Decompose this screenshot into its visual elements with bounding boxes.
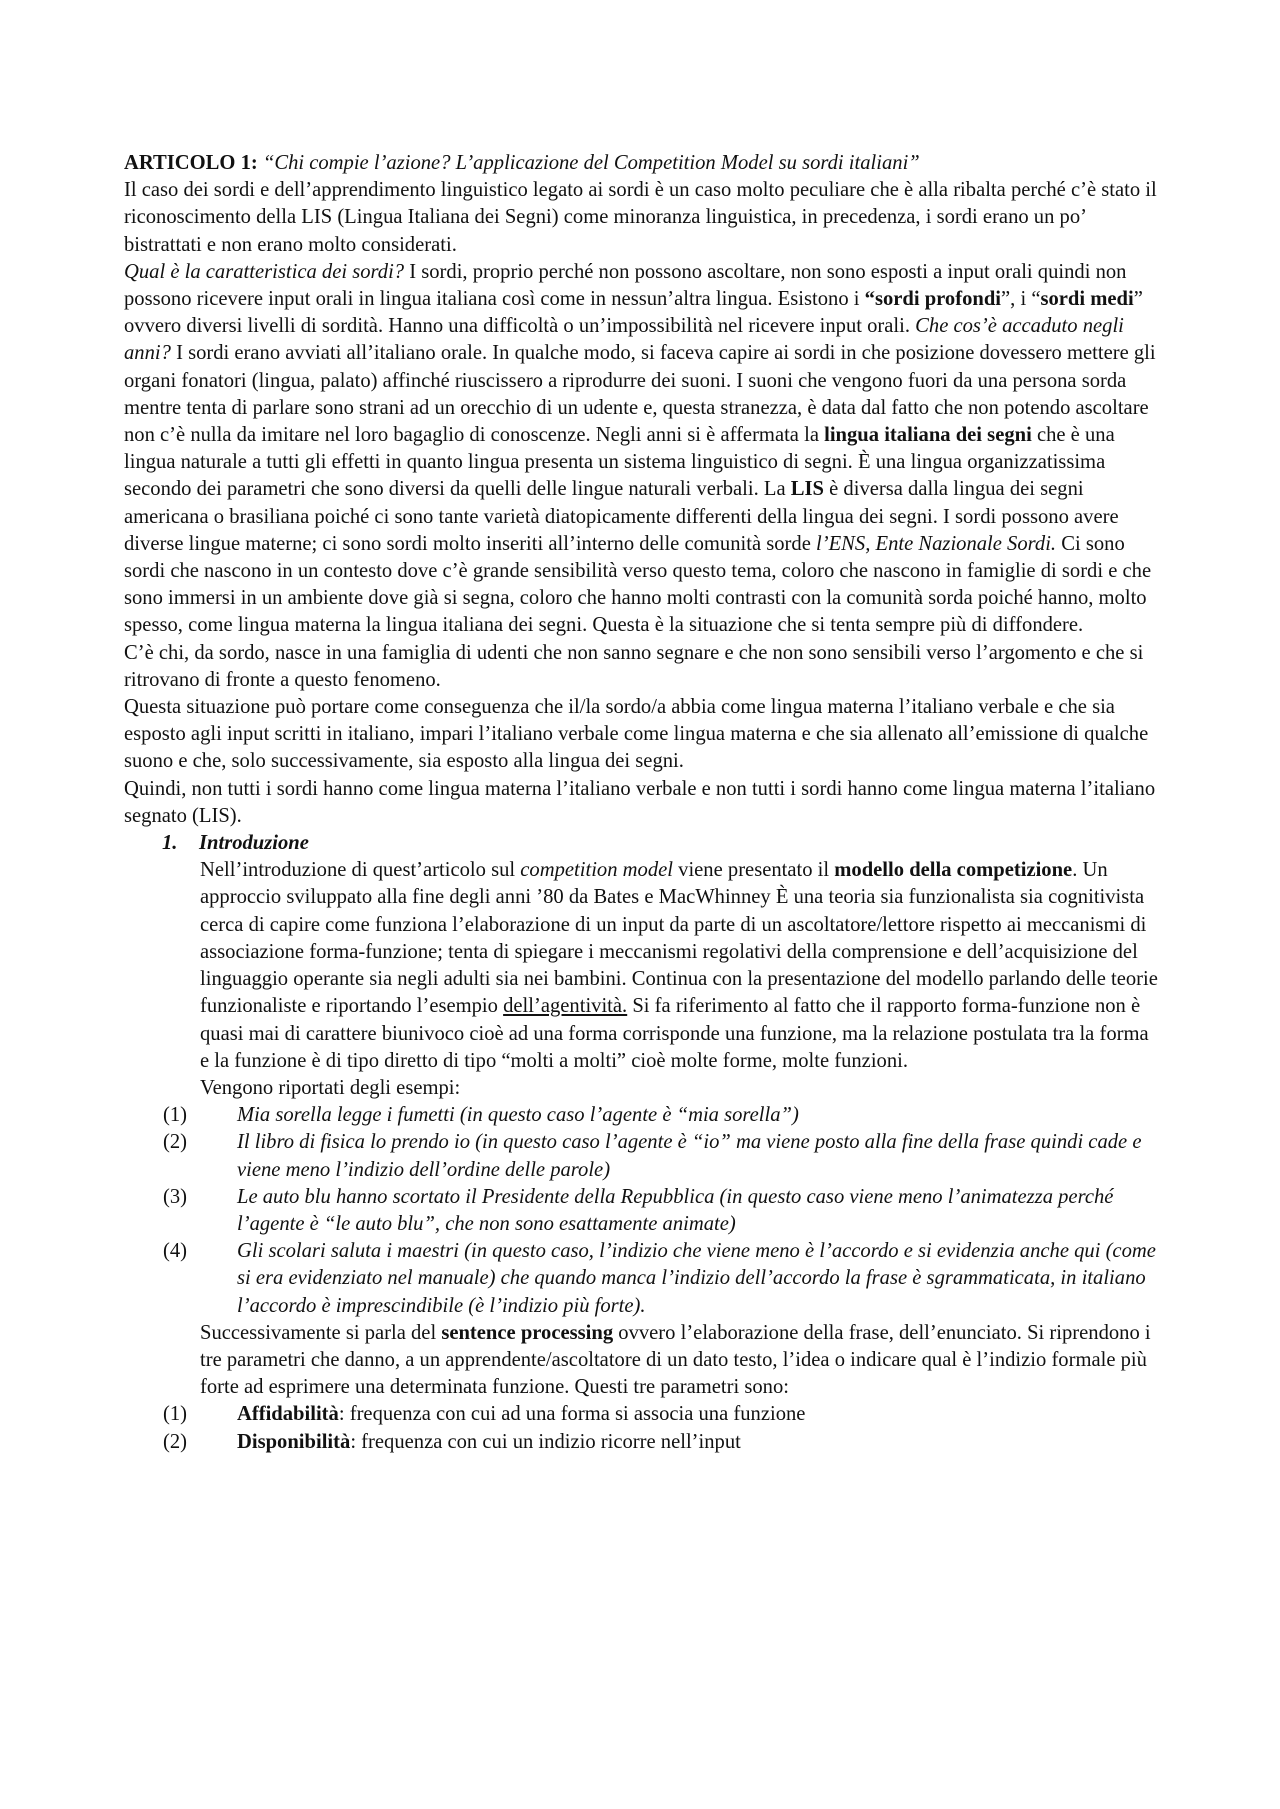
section-heading <box>124 830 1160 857</box>
list-item: (2) Il libro di fisica lo prendo io (in questo caso l’agente è “io” ma viene posto alla fine della frase quindi cade e viene meno l’indizio dell’ordine delle parole) <box>163 1131 1142 1181</box>
list-item: (3) Le auto blu hanno scortato il Presidente della Repubblica (in questo caso viene meno l’animatezza perché l’agente è “le auto blu”, che non sono esattamente animate) <box>163 1185 1114 1235</box>
term-sordi-medi: sordi medi <box>1040 288 1134 311</box>
article-title-line <box>124 150 1160 177</box>
term-ens: l’ENS, Ente Nazionale Sordi. <box>816 532 1057 555</box>
paragraph-4: Questa situazione può portare come conseguenza che il/la sordo/a abbia come lingua materna l’italiano verbale e che sia esposto agli input scritti in italiano, impari l’italiano verbale come lingua materna e che sia allenato all’emissione di qualche suono e che, solo successivamente, sia esposto alla lingua dei segni. <box>124 696 1149 773</box>
examples-list <box>163 1102 1160 1320</box>
paragraph-5: Quindi, non tutti i sordi hanno come lingua materna l’italiano verbale e non tutti i sordi hanno come lingua materna l’italiano segnato (LIS). <box>124 777 1156 827</box>
list-item: (2) Disponibilità: frequenza con cui un indizio ricorre nell’input <box>163 1430 741 1453</box>
list-item: (1) Mia sorella legge i fumetti (in questo caso l’agente è “mia sorella”) <box>163 1104 799 1127</box>
section-number: 1. <box>162 832 178 855</box>
examples-intro: Vengono riportati degli esempi: <box>200 1076 461 1099</box>
term-modello-competizione: modello della competizione <box>834 859 1073 882</box>
parameters-list <box>163 1401 1160 1455</box>
term-sordi-profondi: “sordi profondi <box>864 288 1002 311</box>
list-item: (4) Gli scolari saluta i maestri (in questo caso, l’indizio che viene meno è l’accordo e si evidenzia anche qui (come si era evidenziato nel manuale) che quando manca l’indizio dell’accordo la frase è sgrammaticata, in italiano l’accordo è imprescindibile (è l’indizio più forte). <box>163 1240 1156 1317</box>
term-lingua-italiana-segni: lingua italiana dei segni <box>824 424 1032 447</box>
term-agentivita: dell’agentività. <box>503 995 628 1018</box>
paragraph-1: Il caso dei sordi e dell’apprendimento linguistico legato ai sordi è un caso molto peculiare che è alla ribalta perché c’è stato il riconoscimento della LIS (Lingua Italiana dei Segni) come minoranza linguistica, in precedenza, i sordi erano un po’ bistrattati e non erano molto considerati. <box>124 179 1157 256</box>
article-label: ARTICOLO 1: <box>124 152 258 174</box>
term-lis: LIS <box>790 478 824 501</box>
question-1: Qual è la caratteristica dei sordi? <box>124 260 405 283</box>
sentence-processing-paragraph: Successivamente si parla del sentence processing ovvero l’elaborazione della frase, dell’enunciato. Si riprendono i tre parametri che danno, a un apprendente/ascoltatore di un dato testo, l’idea o indicare qual è l’indizio formale più forte ad esprimere una determinata funzione. Questi tre parametri sono: <box>200 1321 1151 1399</box>
term-competition-model: competition model <box>520 859 673 882</box>
paragraph-3: C’è chi, da sordo, nasce in una famiglia di udenti che non sanno segnare e che non sono sensibili verso l’argomento e che si ritrovano di fronte a questo fenomeno. <box>124 641 1144 691</box>
article-title: “Chi compie l’azione? L’applicazione del Competition Model su sordi italiani” <box>262 152 920 174</box>
intro-paragraph: Nell’introduzione di quest’articolo sul competition model viene presentato il modello della competizione. Un approccio sviluppato alla fine degli anni ’80 da Bates e MacWhinney È una teoria sia funzionalista sia cognitivista cerca di capire come funziona l’elaborazione di un input da parte di un ascoltatore/lettore rispetto ai meccanismi di associazione forma-funzione; tenta di spiegare i meccanismi regolativi della comprensione e dell’acquisizione del linguaggio operante sia negli adulti sia nei bambini. Continua con la presentazione del modello parlando delle teorie funzionaliste e riportando l’esempio dell’agentività. Si fa riferimento al fatto che il rapporto forma-funzione non è quasi mai di carattere biunivoco cioè ad una forma corrisponde una funzione, ma la relazione postulata tra la forma e la funzione è di tipo diretto di tipo “molti a molti” cioè molte forme, molte funzioni. <box>200 859 1158 1072</box>
question-2: Che cos’è accaduto negli anni? <box>124 315 1124 365</box>
term-sentence-processing: sentence processing <box>441 1321 614 1344</box>
section-body <box>124 857 1160 1455</box>
paragraph-2: Qual è la caratteristica dei sordi? I sordi, proprio perché non possono ascoltare, non sono esposti a input orali quindi non possono ricevere input orali in lingua italiana così come in nessun’altra lingua. Esistono i “sordi profondi”, i “sordi medi” ovvero diversi livelli di sordità. Hanno una difficoltà o un’impossibilità nel ricevere input orali. Che cos’è accaduto negli anni? I sordi erano avviati all’italiano orale. In qualche modo, si faceva capire ai sordi in che posizione dovessero mettere gli organi fonatori (lingua, palato) affinché riuscissero a riprodurre dei suoni. I suoni che vengono fuori da una persona sorda mentre tenta di parlare sono strani ad un orecchio di un udente e, questa stranezza, è data dal fatto che non potendo ascoltare non c’è nulla da imitare nel loro bagaglio di conoscenze. Negli anni si è affermata la lingua italiana dei segni che è una lingua naturale a tutti gli effetti in quanto lingua presenta un sistema linguistico di segni. È una lingua organizzatissima secondo dei parametri che sono diversi da quelli delle lingue naturali verbali. La LIS è diversa dalla lingua dei segni americana o brasiliana poiché ci sono tante varietà diatopicamente differenti della lingua dei segni. I sordi possono avere diverse lingue materne; ci sono sordi molto inseriti all’interno delle comunità sorde l’ENS, Ente Nazionale Sordi. Ci sono sordi che nascono in un contesto dove c’è grande sensibilità verso questo tema, coloro che nascono in famiglie di sordi e che sono immersi in un ambiente dove già si segna, coloro che hanno molti contrasti con la comunità sorda poiché hanno, molto spesso, come lingua materna la lingua italiana dei segni. Questa è la situazione che si tenta sempre più di diffondere. <box>124 260 1156 637</box>
section-title: Introduzione <box>199 832 309 855</box>
list-item: (1) Affidabilità: frequenza con cui ad una forma si associa una funzione <box>163 1403 806 1426</box>
